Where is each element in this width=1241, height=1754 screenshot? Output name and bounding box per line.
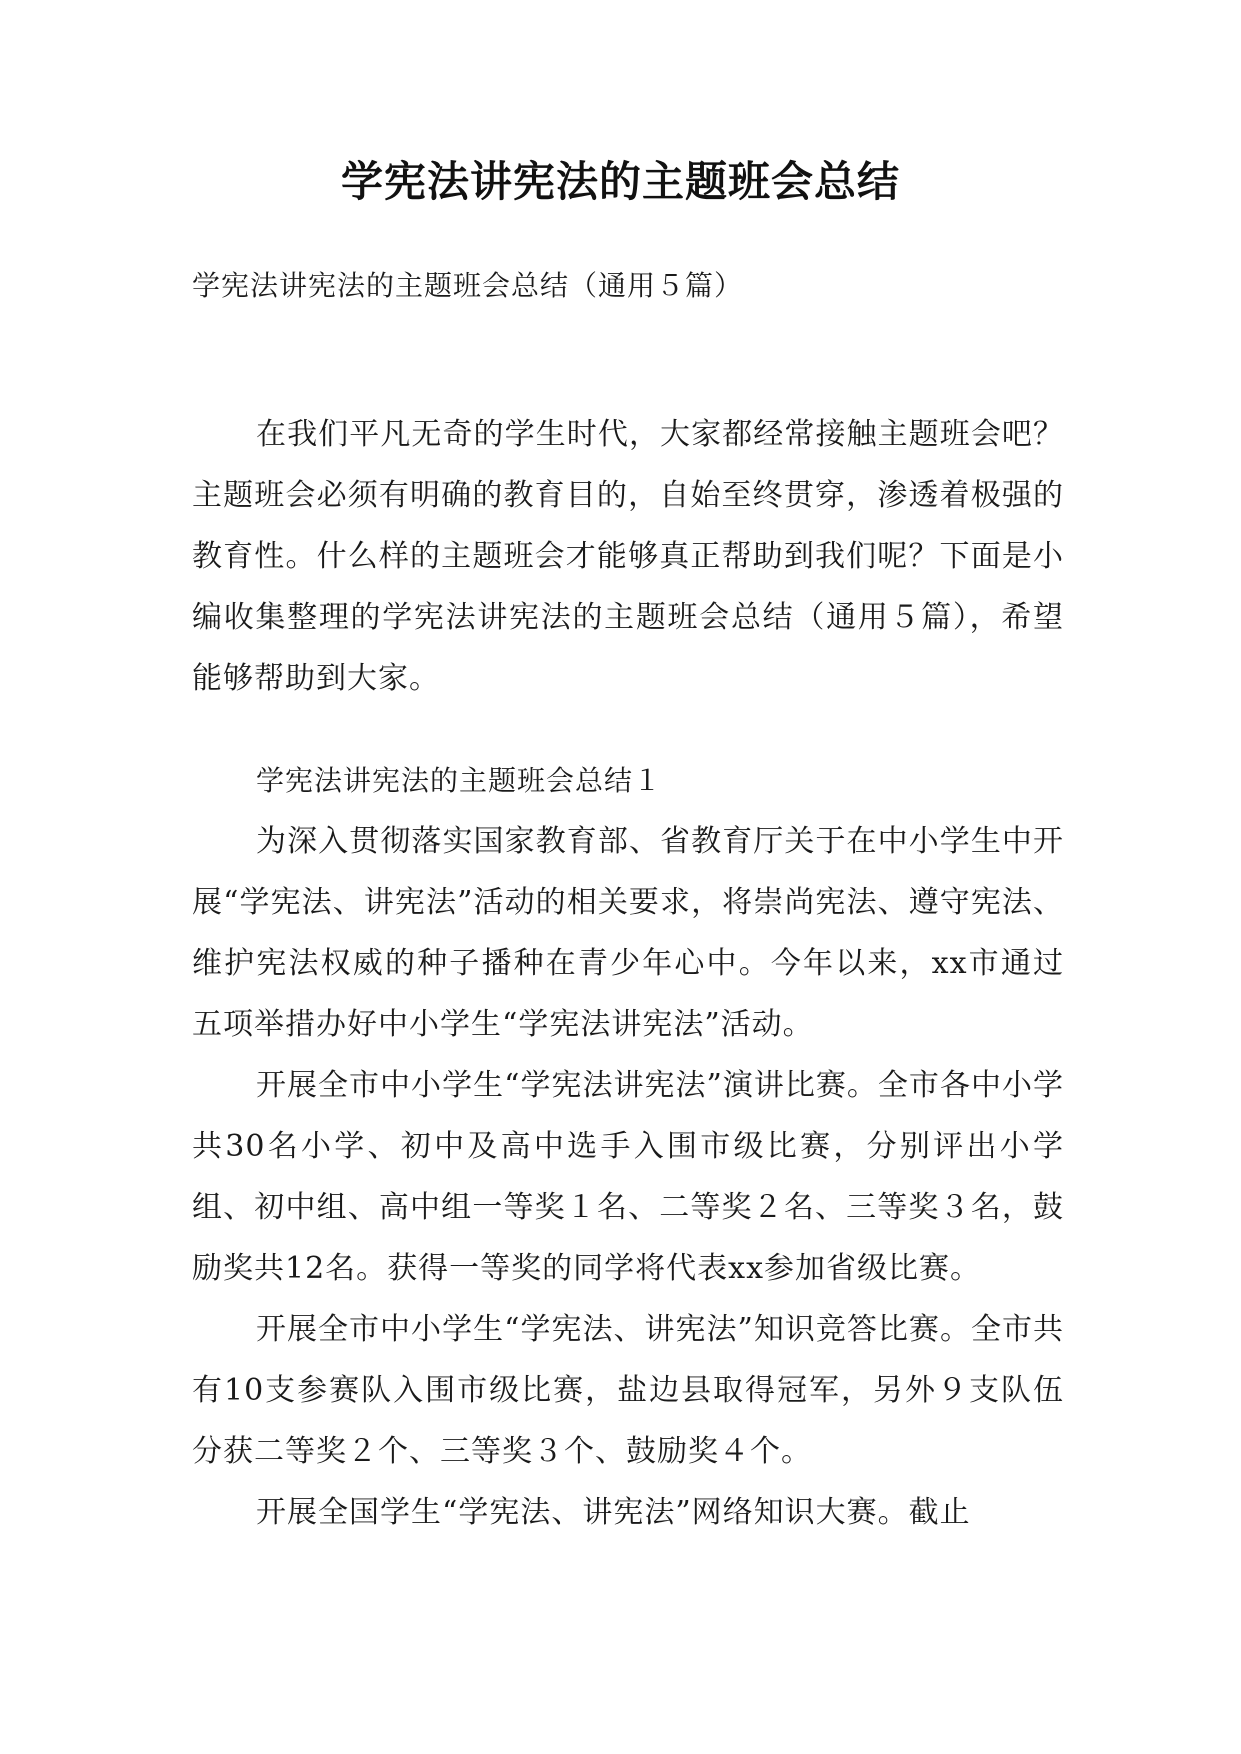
section-heading: 学宪法讲宪法的主题班会总结１ bbox=[256, 764, 663, 797]
document-subtitle: 学宪法讲宪法的主题班会总结（通用５篇） bbox=[192, 269, 744, 302]
intro-block bbox=[192, 404, 1064, 709]
body-paragraph: 开展全市中小学生“学宪法讲宪法”演讲比赛。全市各中小学共30名小学、初中及高中选手入围市级比赛，分别评出小学组、初中组、高中组一等奖１名、二等奖２名、三等奖３名，鼓励奖共12名。获得一等奖的同学将代表xx参加省级比赛。 bbox=[192, 1068, 1064, 1286]
intro-paragraph: 在我们平凡无奇的学生时代，大家都经常接触主题班会吧？主题班会必须有明确的教育目的，自始至终贯穿，渗透着极强的教育性。什么样的主题班会才能够真正帮助到我们呢？下面是小编收集整理的学宪法讲宪法的主题班会总结（通用５篇），希望能够帮助到大家。 bbox=[192, 417, 1064, 696]
body-paragraph: 为深入贯彻落实国家教育部、省教育厅关于在中小学生中开展“学宪法、讲宪法”活动的相关要求，将崇尚宪法、遵守宪法、维护宪法权威的种子播种在青少年心中。今年以来，xx市通过五项举措办好中小学生“学宪法讲宪法”活动。 bbox=[192, 824, 1064, 1042]
body-paragraph: 开展全市中小学生“学宪法、讲宪法”知识竞答比赛。全市共有10支参赛队入围市级比赛，盐边县取得冠军，另外９支队伍分获二等奖２个、三等奖３个、鼓励奖４个。 bbox=[192, 1312, 1064, 1469]
body-paragraph: 开展全国学生“学宪法、讲宪法”网络知识大赛。截止 bbox=[256, 1495, 971, 1530]
section-1 bbox=[192, 750, 1064, 1543]
document-title: 学宪法讲宪法的主题班会总结 bbox=[340, 157, 900, 206]
